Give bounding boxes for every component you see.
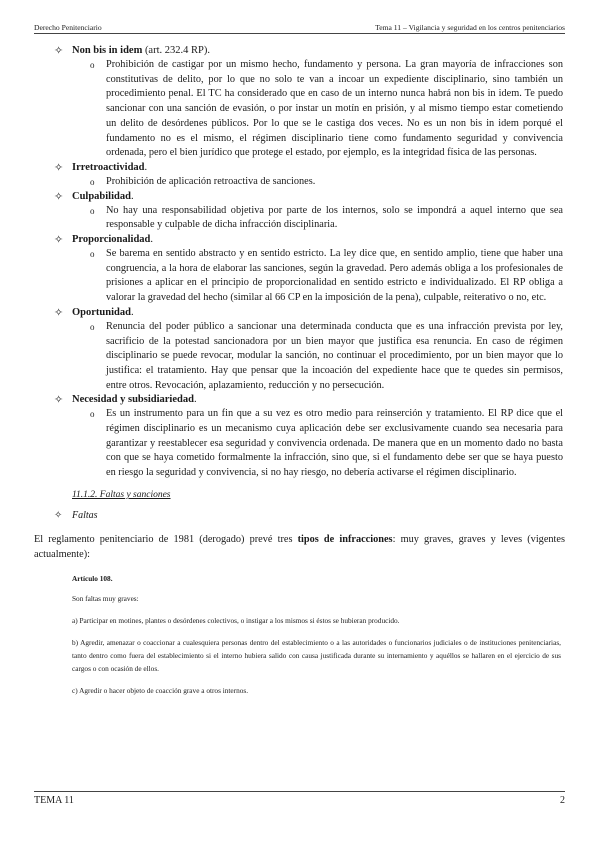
circle-outline-icon: o xyxy=(90,176,95,187)
section-title: Non bis in idem xyxy=(72,45,143,56)
diamond-outline-icon: ✧ xyxy=(54,306,64,319)
article-item: c) Agredir o hacer objeto de coacción grave a otros internos. xyxy=(72,686,249,696)
circle-outline-icon: o xyxy=(90,321,95,332)
article-title: Artículo 108. xyxy=(72,574,113,584)
diamond-outline-icon: ✧ xyxy=(54,161,64,174)
page-footer xyxy=(34,791,565,806)
article-quote xyxy=(34,572,565,697)
article-item: a) Participar en motines, plantes o desórdenes colectivos, o instigar a los mismos si éstos se hubieran producido. xyxy=(72,616,400,626)
section-title: Oportunidad xyxy=(72,306,131,318)
section-proporcionalidad: ✧ Proporcionalidad. o Se barema en sentido abstracto y en sentido estricto. La ley dice que, en sentido amplio, tiene que haber una congruencia, a la hora de elaborar las sanciones, según la gravedad. Pero además obliga a los profesionales de prisiones a aplicar en el principio de proporcionalidad en sentido estricto e individualizado. El RP obliga a valorar la gravedad del hecho (similar al 66 CP en la imposición de la pena), culpable, reiterativo o no, etc. xyxy=(54,234,563,304)
circle-outline-icon: o xyxy=(90,409,95,420)
circle-outline-icon: o xyxy=(90,249,95,260)
section-title: Proporcionalidad xyxy=(72,234,151,246)
section-title: Irretroactividad xyxy=(72,161,145,173)
section-necesidad-subsidiariedad: ✧ Necesidad y subsidiariedad. o Es un instrumento para un fin que a su vez es otro medio para reinserción y tratamiento. El RP dice que el régimen disciplinario es un mecanismo cuya aplicación debe ser exclusivamente cuando sea necesaria para garantizar y reestablecer esa seguridad y convivencia ordenada. De manera que en un momento dado no basta con que se haya cometido formalmente la infracción, sino que, si el fundamento debe ser que se haya puesto en riesgo la seguridad y convivencia, si no hay riesgo, no debería activarse el régimen disciplinario. xyxy=(54,394,563,479)
page-content xyxy=(34,44,565,706)
diamond-outline-icon: ✧ xyxy=(54,190,64,203)
article-intro: Son faltas muy graves: xyxy=(72,594,139,604)
faltas-item xyxy=(34,509,565,523)
section-title: Culpabilidad xyxy=(72,190,131,202)
subheading: 11.1.2. Faltas y sanciones xyxy=(72,489,171,500)
diamond-outline-icon: ✧ xyxy=(54,45,64,57)
faltas-label: Faltas xyxy=(72,509,98,521)
footer-left: TEMA 11 xyxy=(34,795,74,806)
diamond-outline-icon: ✧ xyxy=(54,394,64,407)
article-item: b) Agredir, amenazar o coaccionar a cualesquiera personas dentro del establecimiento o a las autoridades o funcionarios judiciales o de instituciones penitenciarias, tanto dentro como fuera del establecimiento si el interno hubiera salido con causa justificada durante su internamiento y aquéllos se hallaren en el ejercicio de sus cargos o con ocasión de ellos. xyxy=(72,638,561,674)
section-text: Renuncia del poder público a sancionar una determinada conducta que es una infracción prevista por ley, sacrificio de la potestad sancionadora por un bien mayor que justifica esa renuncia. En caso de régimen disciplinario se puede revocar, modular la sanción, no continuar el procedimiento, por un bien mayor que lo justifica: el tratamiento. Hay que pensar que la incoación del expediente hace que te quedes sin permisos, entre otros. Revocación, aplazamiento, reducción y no persecución. xyxy=(106,320,563,391)
header-right: Tema 11 – Vigilancia y seguridad en los centros penitenciarios xyxy=(375,23,565,32)
diamond-outline-icon: ✧ xyxy=(54,509,63,521)
section-text: Prohibición de aplicación retroactiva de sanciones. xyxy=(106,175,316,187)
section-text: No hay una responsabilidad objetiva por parte de los internos, solo se impondrá a aquel interno que sea responsable y culpable de dicha infracción disciplinaria. xyxy=(106,204,563,231)
page-header xyxy=(34,23,565,34)
diamond-outline-icon: ✧ xyxy=(54,234,64,247)
section-text: Se barema en sentido abstracto y en sentido estricto. La ley dice que, en sentido amplio, tiene que haber una congruencia, a la hora de elaborar las sanciones, según la gravedad. Pero además obliga a los profesionales de prisiones a aplicar en el principio de proporcionalidad en sentido estricto e individualizado. El RP obliga a valorar la gravedad del hecho (similar al 66 CP en la imposición de la pena), culpable, reiterativo o no, etc. xyxy=(106,248,563,304)
section-oportunidad: ✧ Oportunidad. o Renuncia del poder público a sancionar una determinada conducta que es una infracción prevista por ley, sacrificio de la potestad sancionadora por un bien mayor que justifica esa renuncia. En caso de régimen disciplinario se puede revocar, modular la sanción, no continuar el procedimiento, por un bien mayor que lo justifica: el tratamiento. Hay que pensar que la incoación del expediente hace que te quedes sin permisos, entre otros. Revocación, aplazamiento, reducción y no persecución. xyxy=(54,306,563,391)
circle-outline-icon: o xyxy=(90,205,95,216)
section-text: Es un instrumento para un fin que a su vez es otro medio para reinserción y tratamiento. El RP dice que el régimen disciplinario es un mecanismo cuya aplicación debe ser exclusivamente cuando sea necesaria para garantizar y reestablecer esa seguridad y convivencia ordenada. De manera que en un momento dado no basta con que se haya cometido formalmente la infracción, sino que, si el fundamento debe ser que se haya puesto en riesgo la seguridad y convivencia, si no hay riesgo, no debería activarse el régimen disciplinario. xyxy=(106,408,563,479)
section-culpabilidad: ✧ Culpabilidad. o No hay una responsabilidad objetiva por parte de los internos, solo se impondrá a aquel interno que sea responsable y culpable de dicha infracción disciplinaria. xyxy=(54,190,563,231)
body-paragraph: El reglamento penitenciario de 1981 (derogado) prevé tres tipos de infracciones: muy graves, graves y leves (vigentes actualmente): xyxy=(34,533,565,560)
page-number: 2 xyxy=(560,795,565,806)
section-irretroactividad: ✧ Irretroactividad. o Prohibición de aplicación retroactiva de sanciones. xyxy=(34,161,565,190)
section-text: Prohibición de castigar por un mismo hecho, fundamento y persona. La gran mayoría de infracciones son constitutivas de delito, por lo que no solo te van a incoar un expediente disciplinario, sino también un procedimiento penal. El TC ha considerado que en caso de un interno nunca habrá non bis in idem. Te puedo sancionar con una sanción de evasión, o por instar un motín en prisión, y al mismo tiempo estar cometiendo un delito de desórdenes públicos. Por lo que se le castiga dos veces. No es un non bis in idem porqué el fundamento no es el mismo, el régimen disciplinario tiene como fundamento seguridad y convivencia ordenada, pero el bien jurídico que protege el estado, por ejemplo, es la integridad física de las personas. xyxy=(106,59,563,159)
header-left: Derecho Penitenciario xyxy=(34,23,102,32)
circle-outline-icon: o xyxy=(90,60,95,70)
section-non-bis-in-idem: ✧ Non bis in idem (art. 232.4 RP). o Prohibición de castigar por un mismo hecho, fundamento y persona. La gran mayoría de infracciones son constitutivas de delito, por lo que no solo te van a incoar un expediente disciplinario, sino también un procedimiento penal. El TC ha considerado que en caso de un interno nunca habrá non bis in idem. Te puedo sancionar con una sanción de evasión, o por instar un motín en prisión, y al mismo tiempo estar cometiendo un delito de desórdenes públicos. Por lo que se le castiga dos veces. No es un non bis in idem porqué el fundamento no es el mismo, el régimen disciplinario tiene como fundamento seguridad y convivencia ordenada, pero el bien jurídico que protege el estado, por ejemplo, es la integridad física de las personas. xyxy=(54,45,563,159)
section-title: Necesidad y subsidiariedad xyxy=(72,394,194,406)
bold-term: tipos de infracciones xyxy=(297,533,393,545)
